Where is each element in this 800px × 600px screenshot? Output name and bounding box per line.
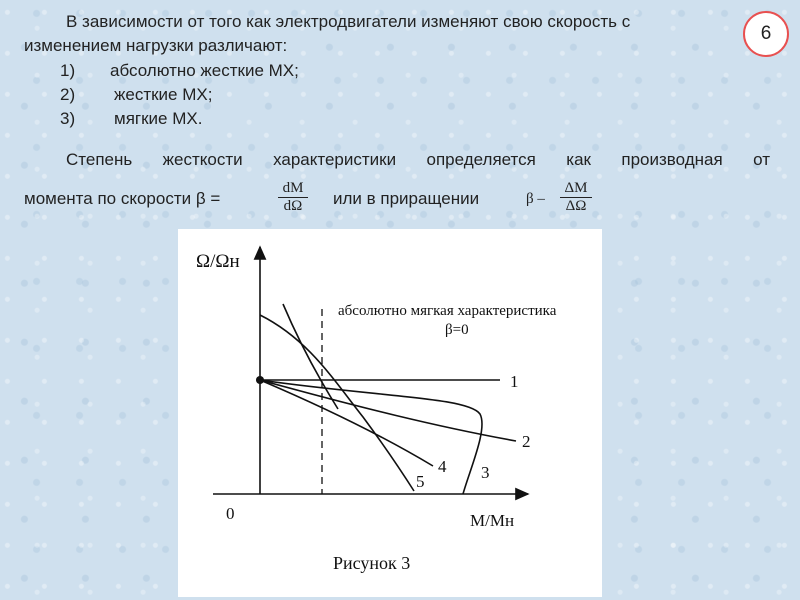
derivative-numerator: dM — [282, 180, 304, 196]
increment-denominator: ΔΩ — [560, 197, 592, 215]
list-item-number: 1) — [60, 61, 76, 80]
derivative-formula — [278, 180, 308, 215]
paragraph-line-1: Степень жесткости характеристики определяется как производная от — [66, 150, 770, 169]
list-item — [60, 59, 299, 83]
increment-prefix: β – — [526, 191, 545, 207]
page-number-badge: 6 — [743, 11, 789, 57]
intro-line-2: изменением нагрузки различают: — [24, 36, 288, 55]
list-item — [60, 83, 299, 107]
paragraph-line-2b: или в приращении — [333, 189, 480, 208]
stiffness-paragraph — [24, 148, 770, 172]
paragraph-line-2a: момента по скорости β = — [24, 189, 221, 208]
derivative-denominator: dΩ — [278, 197, 308, 215]
curve-5 — [260, 315, 414, 491]
curve-label-1: 1 — [510, 372, 519, 391]
intro-text — [24, 10, 744, 58]
increment-formula — [560, 180, 592, 215]
list-item-text: абсолютно жесткие МХ; — [110, 61, 299, 80]
annotation-line-1: абсолютно мягкая характеристика — [338, 303, 557, 319]
intro-line-1: В зависимости от того как электродвигатели изменяют свою скорость с — [66, 12, 631, 31]
mechanical-characteristics-diagram — [178, 229, 602, 597]
annotation-line-2: β=0 — [445, 322, 469, 338]
y-axis-label: Ω/Ωн — [196, 251, 240, 272]
figure-3 — [178, 229, 602, 597]
characteristics-list — [60, 59, 299, 131]
curve-4 — [260, 380, 433, 466]
figure-caption: Рисунок 3 — [333, 553, 411, 573]
increment-numerator: ΔM — [564, 180, 588, 196]
list-item-number: 2) — [60, 85, 76, 104]
x-axis-label: M/Mн — [470, 511, 515, 530]
origin-label: 0 — [226, 504, 235, 523]
curve-2 — [260, 380, 516, 441]
curve-3 — [260, 380, 482, 494]
curve-label-2: 2 — [522, 432, 531, 451]
list-item — [60, 107, 299, 131]
list-item-number: 3) — [60, 109, 76, 128]
curve-label-5: 5 — [416, 472, 425, 491]
list-item-text: мягкие МХ. — [114, 109, 203, 128]
curve-label-4: 4 — [438, 457, 447, 476]
curve-label-3: 3 — [481, 463, 490, 482]
list-item-text: жесткие МХ; — [114, 85, 213, 104]
